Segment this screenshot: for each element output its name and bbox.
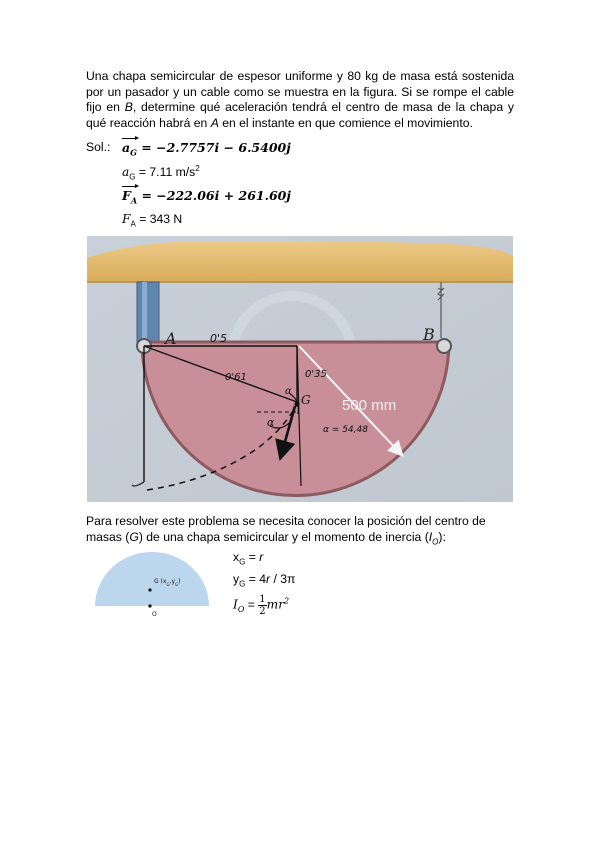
origin-label: O [152,611,157,618]
reaction-vector-equation: $F_A = -222.06i + 261.60j$ [122,188,291,206]
centroid-label: G $(x_G,y_G)$ [154,578,181,587]
point-b-ref: B [124,100,133,115]
radius-label: 500 mm [342,397,397,414]
semicircle-sketch [92,548,212,620]
pin-b [437,339,451,353]
semicircle-shape [95,552,209,606]
dim-05-label: 0'5 [210,332,228,345]
figure-label-a: A [165,329,177,348]
alpha-value-label: α = 54,48 [323,425,368,435]
problem-text: Una chapa semicircular de espesor uniforme y 80 kg de masa está sostenida por un pasador y un cable como se muestra en la figura. Si se rompe el cable fijo en [86,69,514,115]
dim-035-label: 0'35 [305,369,327,380]
ceiling-support [87,241,513,282]
accel-vector-equation: $a_G = -2.7757i - 6.5400j$ [122,140,291,158]
centroid-g [295,402,300,407]
yg-formula: $y_G = 4r / 3\pi$ [233,572,296,589]
origin-dot [148,604,151,607]
centroid-dot [148,588,151,591]
problem-statement [86,69,514,131]
alpha-label-top: α [285,386,292,397]
dim-061-label: 0'61 [225,372,247,383]
point-a-ref: A [210,115,219,130]
reaction-magnitude: $F_A = 343$ N [122,212,183,229]
g-label: G [301,393,311,407]
centroid-intro: Para resolver este problema se necesita conocer la posición del centro de masas (G) de una chapa semicircular y el momento de inercia $(I_O)$: [86,514,486,547]
accel-magnitude: $a_G = 7.11$ $m/s^2$ [122,164,200,182]
alpha-label: α [267,416,275,429]
fraction-one-half: $\frac{1}{2}$ [259,594,266,617]
problem-text: , determine qué aceleración tendrá el centro de masa de la chapa y qué reacción habrá en [86,100,514,130]
figure-label-b: B [423,325,435,344]
pin-support-a [137,282,159,342]
io-formula: $I_O$ = $\frac{1}{2}$ $mr^2$ [233,594,290,617]
problem-figure [87,236,513,502]
xg-formula: $x_G = r$ [233,550,264,567]
problem-text: en el instante en que comience el movimiento. [218,115,473,130]
solution-label: Sol.: [86,140,111,154]
